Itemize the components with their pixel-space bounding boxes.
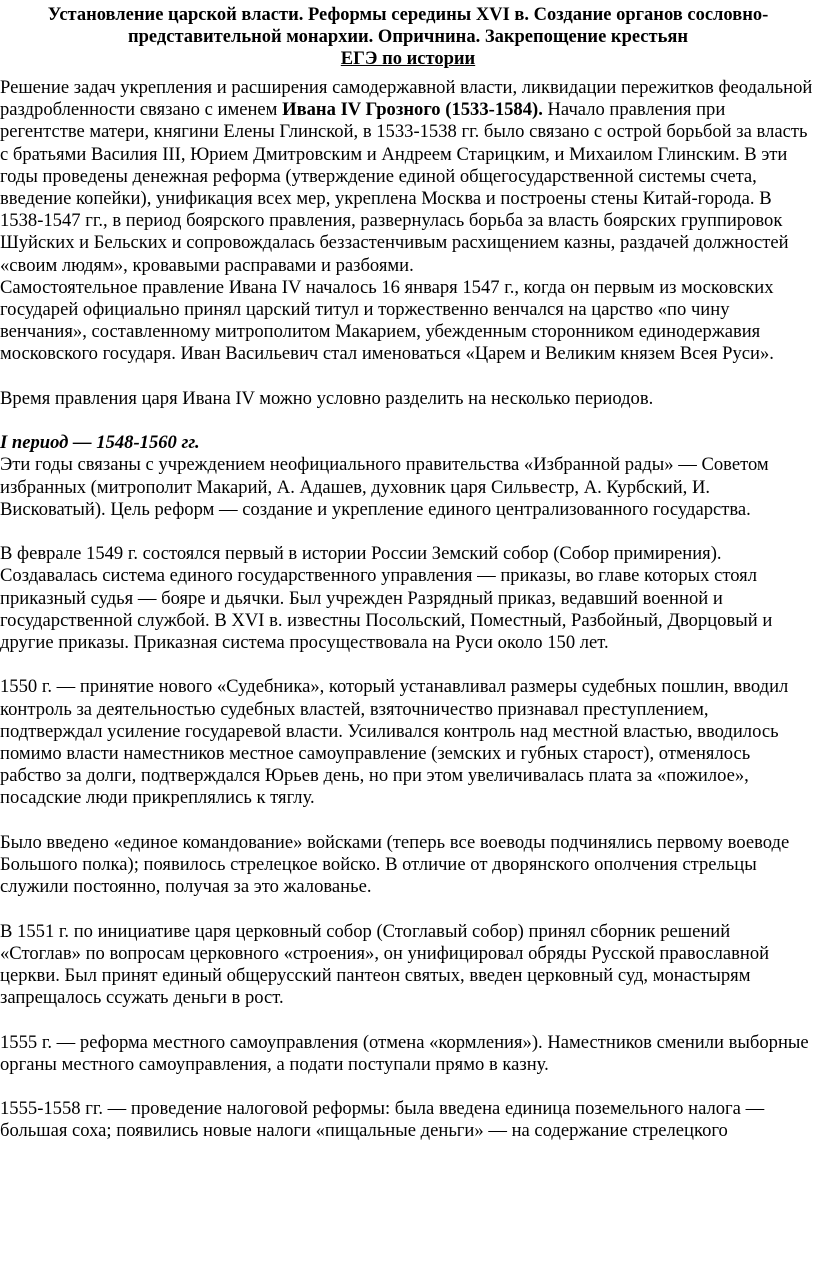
paragraph-spacer bbox=[0, 654, 813, 676]
bold-name-ivan-iv: Ивана IV Грозного (1533-1584). bbox=[282, 99, 543, 121]
paragraph-periods: Время правления царя Ивана IV можно условно разделить на несколько периодов. bbox=[0, 387, 654, 409]
paragraph-spacer bbox=[0, 1009, 813, 1031]
paragraph-text: Решение задач укрепления и расширения самодержавной власти, ликвидации пережитков феодальной раздробленности связано с именем bbox=[0, 77, 813, 121]
paragraph-military-command: Было введено «единое командование» войсками (теперь все воеводы подчинялись первому воеводе Большого полка); появилось стрелецкое войско. В отличие от дворянского ополчения стрельцы служили постоянно, получая за это жалованье. bbox=[0, 831, 790, 898]
paragraph-ivan-iv-intro bbox=[0, 77, 813, 277]
paragraph-zemsky-sobor: В феврале 1549 г. состоялся первый в истории России Земский собор (Собор примирения). Создавалась система единого государственного управления — приказы, во главе которых стоял приказный судья — бояре и дьячки. Был учрежден Разрядный приказ, ведавший военной и государственной службой. В XVI в. известны Посольский, Поместный, Разбойный, Дворцовый и другие приказы. Приказная система просуществовала на Руси около 150 лет. bbox=[0, 543, 773, 654]
document-title-line-1: Установление царской власти. Реформы середины XVI в. Создание органов сословно- bbox=[47, 5, 769, 25]
paragraph-spacer bbox=[0, 810, 813, 832]
period-1-heading: I период — 1548-1560 гг. bbox=[0, 432, 200, 454]
paragraph-spacer bbox=[0, 898, 813, 920]
paragraph-spacer bbox=[0, 366, 813, 388]
paragraph-tax-reform: 1555-1558 гг. — проведение налоговой реформы: была введена единица поземельного налога — большая соха; появились новые налоги «пищальные деньги» — на содержание стрелецкого bbox=[0, 1098, 765, 1142]
document-title-line-2: представительной монархии. Опричнина. Закрепощение крестьян bbox=[127, 27, 689, 47]
paragraph-coronation: Самостоятельное правление Ивана IV началось 16 января 1547 г., когда он первым из московских государей официально принял царский титул и торжественно венчался на царство «по чину венчания», составленному митрополитом Макарием, убежденным сторонником единодержавия московского государя. Иван Васильевич стал именоваться «Царем и Великим князем Всея Руси». bbox=[0, 276, 774, 365]
paragraph-stoglav-1551: В 1551 г. по инициативе царя церковный собор (Стоглавый собор) принял сборник решений «Стоглав» по вопросам церковного «строения», он унифицировал обряды Русской православной церкви. Был принят единый общерусский пантеон святых, введен церковный суд, монастырям запрещалось ссужать деньги в рост. bbox=[0, 920, 770, 1009]
paragraph-text: Начало правления при регентстве матери, княгини Елены Глинской, в 1533-1538 гг. было связано с острой борьбой за власть с братьями Василия III, Юрием Дмитровским и Андреем Старицким, и Михаилом Глинским. В эти годы проведены денежная реформа (утверждение единой общегосударственной системы счета, введение копейки), унификация всех мер, укреплена Москва и построены стены Китай-города. В 1538-1547 гг., в период боярского правления, развернулась борьба за власть боярских группировок Шуйских и Бельских и сопровождалась беззастенчивым расхищением казны, раздачей должностей «своим людям», кровавыми расправами и разбоями. bbox=[0, 99, 808, 276]
document-body bbox=[0, 77, 813, 1143]
paragraph-izbrannaya-rada: Эти годы связаны с учреждением неофициального правительства «Избранной рады» — Советом избранных (митрополит Макарий, А. Адашев, духовник царя Сильвестр, А. Курбский, И. Висковатый). Цель реформ — создание и укрепление единого централизованного государства. bbox=[0, 454, 769, 520]
document-subtitle: ЕГЭ по истории bbox=[340, 49, 476, 69]
paragraph-spacer bbox=[0, 521, 813, 543]
paragraph-sudebnik-1550: 1550 г. — принятие нового «Судебника», который устанавливал размеры судебных пошлин, вводил контроль за деятельностью судебных властей, взяточничество признавал преступлением, подтверждал усиление государевой власти. Усиливался контроль над местной властью, вводилось помимо власти наместников местное самоуправление (земских и губных старост), отменялось рабство за долги, подтверждался Юрьев день, но при этом увеличивалась плата за «пожилое», посадские люди прикреплялись к тяглу. bbox=[0, 676, 789, 809]
paragraph-spacer bbox=[0, 410, 813, 432]
paragraph-spacer bbox=[0, 1076, 813, 1098]
paragraph-self-government-1555: 1555 г. — реформа местного самоуправления (отмена «кормления»). Наместников сменили выборные органы местного самоуправления, а подати поступали прямо в казну. bbox=[0, 1031, 809, 1075]
document-header bbox=[2, 0, 814, 70]
